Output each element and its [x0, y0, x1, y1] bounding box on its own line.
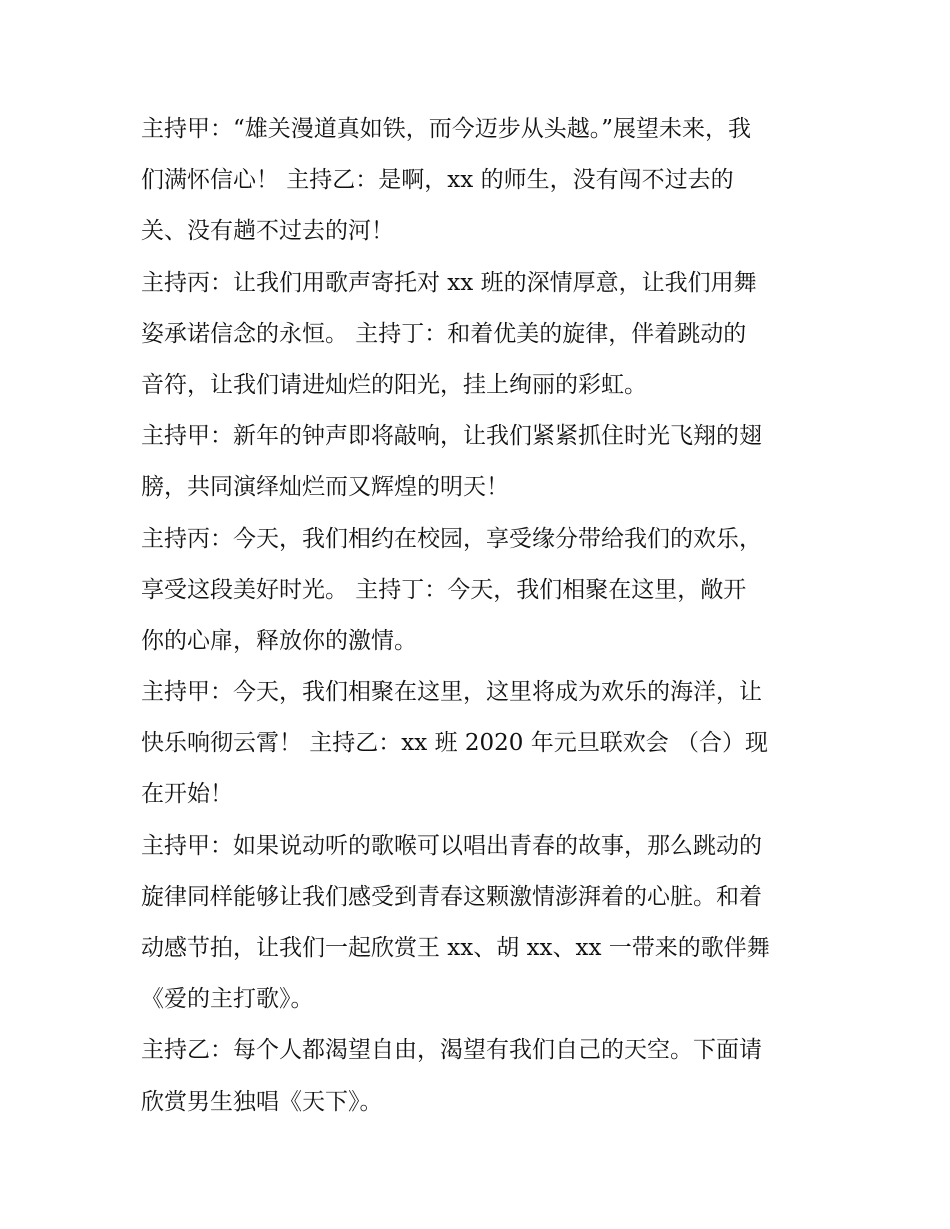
text-line: 欣赏男生独唱《天下》。: [141, 1088, 383, 1115]
text-line: 膀，共同演绎灿烂而又辉煌的明天！: [141, 474, 509, 501]
text-line: 享受这段美好时光。 主持丁：今天，我们相聚在这里，敞开: [141, 576, 747, 603]
text-line: 快乐响彻云霄！ 主持乙：xx 班 2020 年元旦联欢会 （合）现: [141, 730, 769, 757]
text-line: 主持甲：今天，我们相聚在这里，这里将成为欢乐的海洋，让: [141, 679, 762, 706]
text-line: 主持甲：如果说动听的歌喉可以唱出青春的故事，那么跳动的: [141, 832, 762, 859]
text-line: 在开始！: [141, 781, 233, 808]
text-line: 主持丙：让我们用歌声寄托对 xx 班的深情厚意，让我们用舞: [141, 269, 757, 296]
text-line: 们满怀信心！ 主持乙：是啊，xx 的师生，没有闯不过去的: [141, 167, 734, 194]
text-line: 你的心扉，释放你的激情。: [141, 627, 417, 654]
text-line: 主持乙：每个人都渴望自由，渴望有我们自己的天空。下面请: [141, 1037, 762, 1064]
document-body: [141, 104, 813, 1128]
text-line: 主持甲：新年的钟声即将敲响，让我们紧紧抓住时光飞翔的翅: [141, 423, 762, 450]
text-line: 姿承诺信念的永恒。 主持丁：和着优美的旋律，伴着跳动的: [141, 320, 747, 347]
text-line: 动感节拍，让我们一起欣赏王 xx、胡 xx、xx 一带来的歌伴舞: [141, 935, 770, 961]
text-line: 旋律同样能够让我们感受到青春这颗激情澎湃着的心脏。和着: [141, 883, 762, 910]
text-line: 《爱的主打歌》。: [141, 986, 314, 1013]
text-line: 主持丙：今天，我们相约在校园，享受缘分带给我们的欢乐，: [141, 525, 762, 552]
text-line: 主持甲：“雄关漫道真如铁，而今迈步从头越。”展望未来，我: [141, 116, 752, 142]
text-line: 音符，让我们请进灿烂的阳光，挂上绚丽的彩虹。: [141, 371, 647, 398]
text-line: 关、没有趟不过去的河！: [141, 218, 394, 245]
